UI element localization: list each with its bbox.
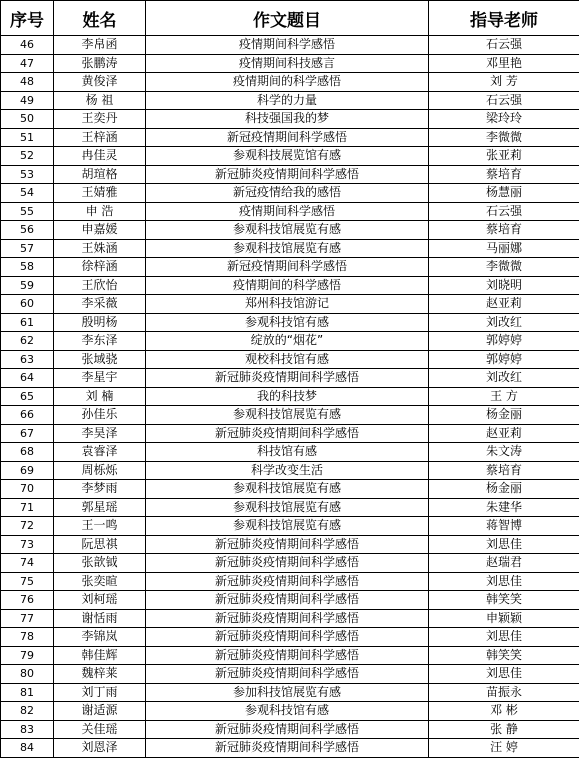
table-row: [1, 628, 579, 647]
cell-name: 张歆钺: [54, 554, 146, 573]
cell-instructor: 朱建华: [429, 498, 579, 517]
cell-essay-title: 参观科技馆展览有感: [146, 517, 429, 536]
table-row: [1, 258, 579, 277]
cell-serial-number: 84: [1, 739, 54, 758]
cell-name: 李东泽: [54, 332, 146, 351]
cell-essay-title: 新冠肺炎疫情期间科学感悟: [146, 646, 429, 665]
cell-instructor: 石云强: [429, 202, 579, 221]
cell-name: 张域骁: [54, 350, 146, 369]
cell-serial-number: 64: [1, 369, 54, 388]
cell-instructor: 朱文涛: [429, 443, 579, 462]
table-row: [1, 221, 579, 240]
cell-name: 李采薇: [54, 295, 146, 314]
cell-serial-number: 62: [1, 332, 54, 351]
cell-name: 殷明杨: [54, 313, 146, 332]
cell-essay-title: 新冠肺炎疫情期间科学感悟: [146, 554, 429, 573]
cell-essay-title: 新冠肺炎疫情期间科学感悟: [146, 424, 429, 443]
table-row: [1, 387, 579, 406]
cell-serial-number: 72: [1, 517, 54, 536]
cell-name: 谢恬雨: [54, 609, 146, 628]
cell-name: 冉佳灵: [54, 147, 146, 166]
cell-name: 张奕暄: [54, 572, 146, 591]
cell-essay-title: 科技馆有感: [146, 443, 429, 462]
cell-essay-title: 新冠肺炎疫情期间科学感悟: [146, 720, 429, 739]
table-row: [1, 350, 579, 369]
cell-essay-title: 疫情期间科学感悟: [146, 36, 429, 55]
cell-serial-number: 83: [1, 720, 54, 739]
cell-instructor: 石云强: [429, 36, 579, 55]
table-row: [1, 720, 579, 739]
cell-instructor: 赵瑞君: [429, 554, 579, 573]
cell-instructor: 梁玲玲: [429, 110, 579, 129]
table-row: [1, 609, 579, 628]
cell-name: 申 浩: [54, 202, 146, 221]
cell-serial-number: 54: [1, 184, 54, 203]
cell-essay-title: 新冠肺炎疫情期间科学感悟: [146, 739, 429, 758]
cell-instructor: 石云强: [429, 91, 579, 110]
cell-name: 王姝涵: [54, 239, 146, 258]
cell-name: 李星宇: [54, 369, 146, 388]
cell-serial-number: 63: [1, 350, 54, 369]
table-row: [1, 295, 579, 314]
cell-essay-title: 参观科技馆展览有感: [146, 239, 429, 258]
cell-name: 谢适源: [54, 702, 146, 721]
cell-instructor: 蔡培育: [429, 165, 579, 184]
cell-serial-number: 55: [1, 202, 54, 221]
cell-instructor: 邓里艳: [429, 54, 579, 73]
cell-name: 杨 祖: [54, 91, 146, 110]
cell-name: 王婧雅: [54, 184, 146, 203]
cell-serial-number: 49: [1, 91, 54, 110]
cell-essay-title: 疫情期间的科学感悟: [146, 73, 429, 92]
cell-instructor: 刘改红: [429, 369, 579, 388]
cell-essay-title: 参观科技馆有感: [146, 313, 429, 332]
cell-instructor: 张 静: [429, 720, 579, 739]
table-row: [1, 480, 579, 499]
table-row: [1, 702, 579, 721]
cell-essay-title: 参观科技馆有感: [146, 702, 429, 721]
cell-essay-title: 新冠肺炎疫情期间科学感悟: [146, 628, 429, 647]
cell-instructor: 刘思佳: [429, 535, 579, 554]
header-essay-title: 作文题目: [146, 1, 429, 36]
cell-serial-number: 73: [1, 535, 54, 554]
cell-name: 阮思祺: [54, 535, 146, 554]
cell-instructor: 刘思佳: [429, 572, 579, 591]
cell-serial-number: 59: [1, 276, 54, 295]
cell-essay-title: 绽放的“烟花”: [146, 332, 429, 351]
table-row: [1, 498, 579, 517]
cell-instructor: 韩笑笑: [429, 646, 579, 665]
cell-name: 张鹏涛: [54, 54, 146, 73]
table-row: [1, 369, 579, 388]
table-row: [1, 554, 579, 573]
cell-instructor: 杨金丽: [429, 406, 579, 425]
cell-name: 袁睿泽: [54, 443, 146, 462]
cell-serial-number: 47: [1, 54, 54, 73]
cell-instructor: 李微微: [429, 258, 579, 277]
cell-essay-title: 新冠肺炎疫情期间科学感悟: [146, 535, 429, 554]
cell-name: 王奕丹: [54, 110, 146, 129]
cell-serial-number: 65: [1, 387, 54, 406]
cell-instructor: 蔡培育: [429, 221, 579, 240]
cell-serial-number: 82: [1, 702, 54, 721]
cell-serial-number: 81: [1, 683, 54, 702]
cell-serial-number: 71: [1, 498, 54, 517]
table-row: [1, 165, 579, 184]
cell-serial-number: 78: [1, 628, 54, 647]
cell-serial-number: 51: [1, 128, 54, 147]
cell-name: 关佳瑶: [54, 720, 146, 739]
table-row: [1, 54, 579, 73]
table-row: [1, 517, 579, 536]
header-row: [1, 1, 579, 36]
cell-essay-title: 参观科技馆展览有感: [146, 221, 429, 240]
cell-name: 李帛函: [54, 36, 146, 55]
table-row: [1, 332, 579, 351]
table-row: [1, 424, 579, 443]
cell-instructor: 王 方: [429, 387, 579, 406]
table-row: [1, 591, 579, 610]
cell-serial-number: 48: [1, 73, 54, 92]
cell-essay-title: 我的科技梦: [146, 387, 429, 406]
cell-name: 魏梓莱: [54, 665, 146, 684]
cell-instructor: 申颖颖: [429, 609, 579, 628]
cell-serial-number: 60: [1, 295, 54, 314]
cell-instructor: 刘思佳: [429, 628, 579, 647]
table-row: [1, 646, 579, 665]
cell-instructor: 郭婷婷: [429, 350, 579, 369]
table-row: [1, 683, 579, 702]
cell-name: 王欣怡: [54, 276, 146, 295]
cell-serial-number: 69: [1, 461, 54, 480]
table-row: [1, 443, 579, 462]
cell-instructor: 邓 彬: [429, 702, 579, 721]
cell-serial-number: 68: [1, 443, 54, 462]
table-row: [1, 202, 579, 221]
cell-instructor: 杨金丽: [429, 480, 579, 499]
table-row: [1, 184, 579, 203]
cell-essay-title: 新冠肺炎疫情期间科学感悟: [146, 609, 429, 628]
cell-essay-title: 参观科技馆展览有感: [146, 480, 429, 499]
table-row: [1, 36, 579, 55]
cell-essay-title: 参观科技馆展览有感: [146, 498, 429, 517]
cell-essay-title: 参观科技馆展览有感: [146, 406, 429, 425]
cell-essay-title: 新冠肺炎疫情期间科学感悟: [146, 591, 429, 610]
cell-essay-title: 参观科技展览馆有感: [146, 147, 429, 166]
cell-serial-number: 57: [1, 239, 54, 258]
table-row: [1, 73, 579, 92]
cell-name: 李梦雨: [54, 480, 146, 499]
table-row: [1, 313, 579, 332]
cell-serial-number: 75: [1, 572, 54, 591]
cell-instructor: 刘晓明: [429, 276, 579, 295]
cell-instructor: 刘 芳: [429, 73, 579, 92]
cell-essay-title: 科学的力量: [146, 91, 429, 110]
cell-essay-title: 新冠肺炎疫情期间科学感悟: [146, 369, 429, 388]
cell-name: 孙佳乐: [54, 406, 146, 425]
cell-serial-number: 50: [1, 110, 54, 129]
cell-essay-title: 疫情期间科技感言: [146, 54, 429, 73]
cell-name: 王梓涵: [54, 128, 146, 147]
table-row: [1, 461, 579, 480]
cell-name: 刘 楠: [54, 387, 146, 406]
table-row: [1, 276, 579, 295]
cell-serial-number: 74: [1, 554, 54, 573]
cell-instructor: 蔡培育: [429, 461, 579, 480]
cell-instructor: 李微微: [429, 128, 579, 147]
cell-serial-number: 53: [1, 165, 54, 184]
cell-essay-title: 新冠疫情期间科学感悟: [146, 128, 429, 147]
cell-name: 王一鸣: [54, 517, 146, 536]
cell-serial-number: 58: [1, 258, 54, 277]
cell-essay-title: 参加科技馆展览有感: [146, 683, 429, 702]
table-row: [1, 128, 579, 147]
cell-serial-number: 61: [1, 313, 54, 332]
cell-serial-number: 77: [1, 609, 54, 628]
cell-essay-title: 科学改变生活: [146, 461, 429, 480]
table-row: [1, 91, 579, 110]
cell-instructor: 蒋智博: [429, 517, 579, 536]
cell-instructor: 张亚莉: [429, 147, 579, 166]
cell-instructor: 杨慧丽: [429, 184, 579, 203]
cell-name: 韩佳辉: [54, 646, 146, 665]
table-row: [1, 110, 579, 129]
cell-essay-title: 疫情期间科学感悟: [146, 202, 429, 221]
cell-essay-title: 科技强国我的梦: [146, 110, 429, 129]
cell-instructor: 刘思佳: [429, 665, 579, 684]
cell-instructor: 韩笑笑: [429, 591, 579, 610]
table-row: [1, 665, 579, 684]
cell-name: 刘柯瑶: [54, 591, 146, 610]
cell-instructor: 马丽娜: [429, 239, 579, 258]
cell-instructor: 汪 婷: [429, 739, 579, 758]
cell-serial-number: 46: [1, 36, 54, 55]
cell-instructor: 赵亚莉: [429, 295, 579, 314]
cell-serial-number: 70: [1, 480, 54, 499]
header-serial-number: 序号: [1, 1, 54, 36]
cell-essay-title: 观校科技馆有感: [146, 350, 429, 369]
cell-serial-number: 56: [1, 221, 54, 240]
cell-name: 郭星瑶: [54, 498, 146, 517]
table-row: [1, 572, 579, 591]
cell-essay-title: 郑州科技馆游记: [146, 295, 429, 314]
cell-essay-title: 新冠肺炎疫情期间科学感悟: [146, 665, 429, 684]
table-row: [1, 535, 579, 554]
table-row: [1, 739, 579, 758]
cell-instructor: 郭婷婷: [429, 332, 579, 351]
cell-name: 李锦岚: [54, 628, 146, 647]
cell-instructor: 赵亚莉: [429, 424, 579, 443]
cell-serial-number: 52: [1, 147, 54, 166]
cell-name: 周栎烁: [54, 461, 146, 480]
cell-instructor: 苗振永: [429, 683, 579, 702]
header-instructor: 指导老师: [429, 1, 579, 36]
cell-name: 刘恩泽: [54, 739, 146, 758]
cell-instructor: 刘改红: [429, 313, 579, 332]
cell-name: 申嘉媛: [54, 221, 146, 240]
table-body: [1, 36, 579, 758]
cell-essay-title: 新冠疫情给我的感悟: [146, 184, 429, 203]
header-name: 姓名: [54, 1, 146, 36]
table-row: [1, 147, 579, 166]
cell-name: 胡瑄格: [54, 165, 146, 184]
table-row: [1, 239, 579, 258]
cell-serial-number: 67: [1, 424, 54, 443]
cell-essay-title: 新冠肺炎疫情期间科学感悟: [146, 572, 429, 591]
table-row: [1, 406, 579, 425]
cell-serial-number: 79: [1, 646, 54, 665]
cell-essay-title: 疫情期间的科学感悟: [146, 276, 429, 295]
cell-serial-number: 76: [1, 591, 54, 610]
cell-essay-title: 新冠疫情期间科学感悟: [146, 258, 429, 277]
cell-name: 李昊泽: [54, 424, 146, 443]
cell-name: 黄俊泽: [54, 73, 146, 92]
cell-essay-title: 新冠肺炎疫情期间科学感悟: [146, 165, 429, 184]
cell-serial-number: 66: [1, 406, 54, 425]
cell-name: 刘丁雨: [54, 683, 146, 702]
cell-serial-number: 80: [1, 665, 54, 684]
cell-name: 徐梓涵: [54, 258, 146, 277]
